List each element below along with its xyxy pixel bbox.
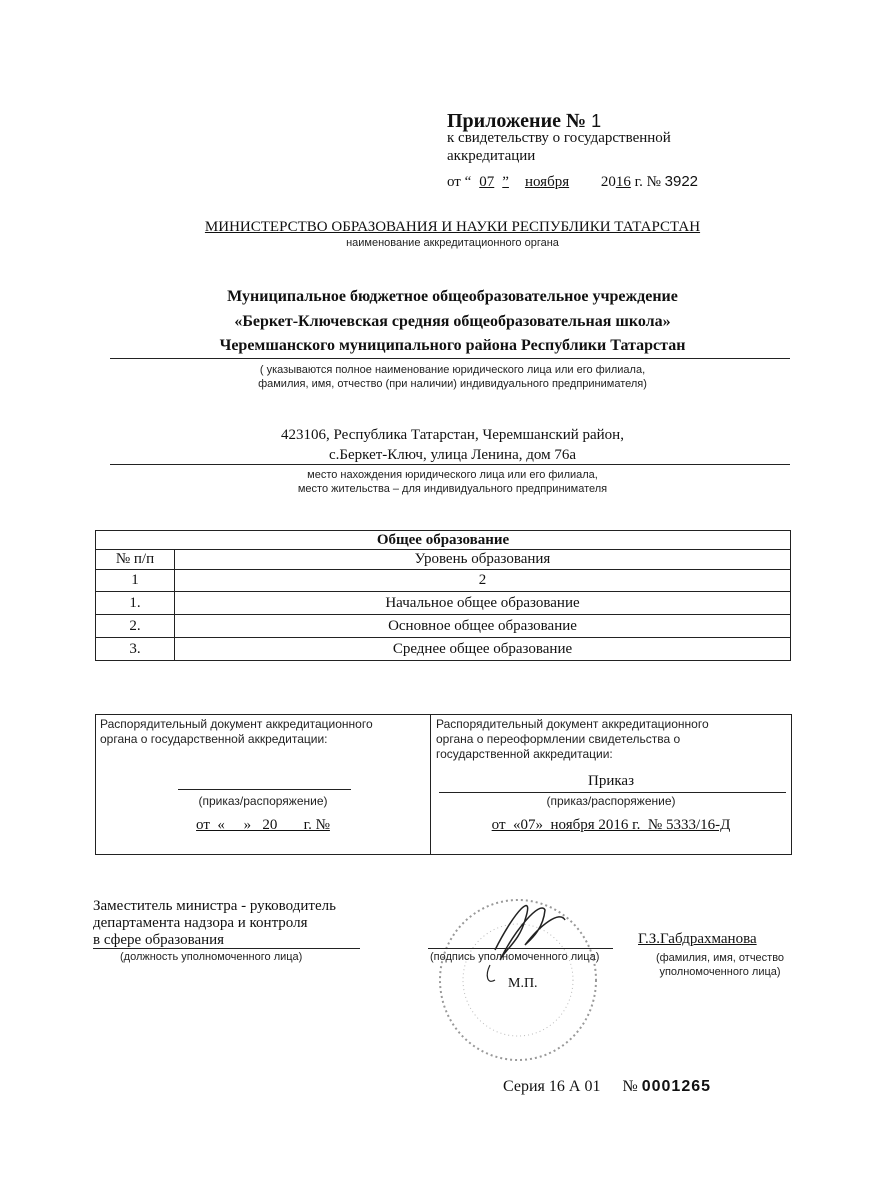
decree-right-line2: органа о переоформлении свидетельства о: [436, 732, 681, 746]
decree-left-line1: Распорядительный документ аккредитационного: [100, 717, 373, 731]
date-month: ноября: [524, 174, 570, 190]
appendix-number: 1: [591, 111, 602, 131]
table-row: [96, 592, 791, 615]
date-year-prefix: 20: [600, 174, 616, 190]
education-table: [95, 530, 791, 661]
row-level: Основное общее образование: [175, 615, 791, 638]
index-cell: 2: [175, 570, 791, 592]
date-suffix: г. №: [634, 174, 661, 190]
address-line1: 423106, Республика Татарстан, Черемшанский район,: [281, 427, 624, 443]
table-title: Общее образование: [96, 531, 791, 550]
series: [503, 1078, 711, 1096]
blank-line: [178, 789, 351, 790]
signer-name: Г.З.Габдрахманова: [638, 931, 757, 947]
org-name-line2: «Беркет-Ключевская средняя общеобразовательная школа»: [234, 313, 671, 330]
header-number: № п/п: [96, 550, 175, 570]
row-level: Среднее общее образование: [175, 638, 791, 661]
date-day: 07: [479, 174, 495, 190]
address-caption2: место жительства – для индивидуального предпринимателя: [297, 483, 608, 495]
position-line1: Заместитель министра - руководитель: [93, 898, 336, 914]
name-caption1: (фамилия, имя, отчество: [655, 952, 785, 964]
address-caption1: место нахождения юридического лица или его филиала,: [307, 469, 598, 481]
signature-caption: (подпись уполномоченного лица): [430, 951, 600, 963]
org-caption1: ( указываются полное наименование юридического лица или его филиала,: [259, 364, 646, 376]
decree-left-heading: [100, 717, 373, 747]
row-level: Начальное общее образование: [175, 592, 791, 615]
series-label: Серия 16 А 01: [503, 1078, 601, 1095]
row-number: 1.: [96, 592, 175, 615]
date-year: 16: [615, 174, 631, 190]
position-line: [93, 948, 360, 949]
appendix-title-text: Приложение №: [447, 110, 587, 132]
appendix-line1: к свидетельству о государственной: [447, 130, 671, 146]
decree-right-heading: [436, 717, 709, 762]
table-row: [96, 638, 791, 661]
decree-right-caption: (приказ/распоряжение): [546, 794, 676, 808]
date-prefix: от “: [447, 174, 472, 190]
decree-right-date: от «07» ноября 2016 г. № 5333/16-Д: [491, 817, 731, 833]
org-caption2: фамилия, имя, отчество (при наличии) индивидуального предпринимателя): [258, 378, 647, 390]
date-mid: ”: [502, 174, 509, 190]
position-line3: в сфере образования: [93, 932, 225, 948]
divider: [439, 792, 786, 793]
decree-right-doc-type: Приказ: [587, 773, 634, 789]
authority-caption: наименование аккредитационного органа: [346, 237, 559, 249]
org-name-line1: Муниципальное бюджетное общеобразовательное учреждение: [227, 288, 678, 305]
signer-position: [93, 898, 336, 949]
signature-line: [428, 948, 613, 949]
row-number: 3.: [96, 638, 175, 661]
row-number: 2.: [96, 615, 175, 638]
decree-left-date: от « » 20 г. №: [196, 817, 330, 833]
cert-number: 3922: [664, 173, 699, 190]
decree-left-caption: (приказ/распоряжение): [198, 794, 328, 808]
position-line2: департамента надзора и контроля: [93, 915, 308, 931]
table-row: [96, 615, 791, 638]
decree-right-line3: государственной аккредитации:: [436, 747, 613, 761]
stamp-label: М.П.: [508, 976, 538, 991]
decree-left-line2: органа о государственной аккредитации:: [100, 732, 328, 746]
appendix-date: [447, 173, 698, 191]
appendix-line2: аккредитации: [447, 148, 536, 164]
series-number-label: №: [622, 1078, 638, 1095]
series-number: 0001265: [641, 1078, 712, 1095]
address-line2: с.Беркет-Ключ, улица Ленина, дом 76а: [329, 447, 576, 463]
name-caption2: уполномоченного лица): [659, 966, 781, 978]
position-caption: (должность уполномоченного лица): [120, 951, 303, 963]
divider: [110, 464, 790, 465]
decree-divider: [430, 715, 431, 854]
index-cell: 1: [96, 570, 175, 592]
decree-table: [95, 714, 792, 855]
org-name-line3: Черемшанского муниципального района Республики Татарстан: [219, 337, 686, 354]
decree-right-line1: Распорядительный документ аккредитационного: [436, 717, 709, 731]
header-level: Уровень образования: [175, 550, 791, 570]
name-caption: [640, 951, 800, 979]
divider: [110, 358, 790, 359]
authority-name: МИНИСТЕРСТВО ОБРАЗОВАНИЯ И НАУКИ РЕСПУБЛИКИ ТАТАРСТАН: [204, 219, 701, 235]
